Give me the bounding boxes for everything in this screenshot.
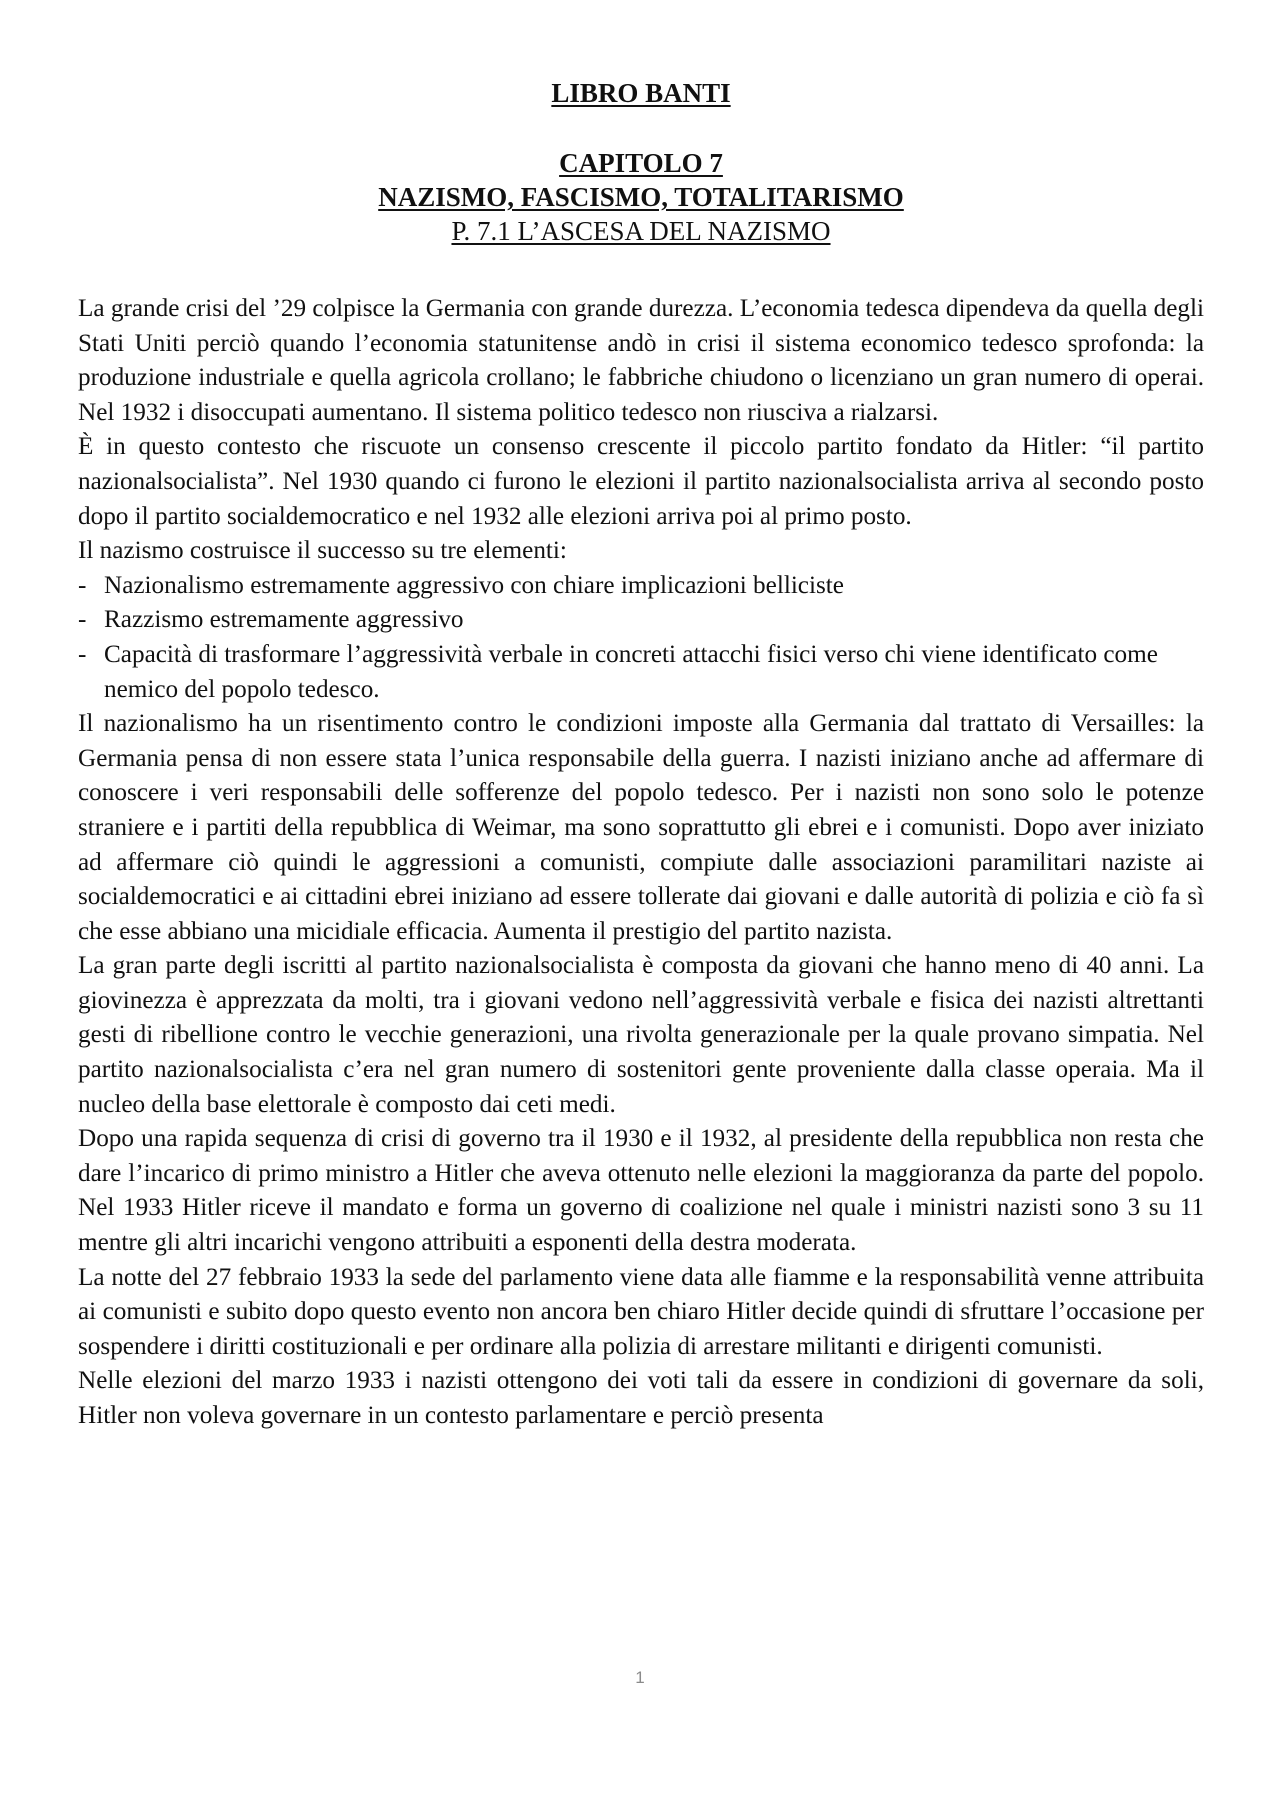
- paragraph: La grande crisi del ’29 colpisce la Germania con grande durezza. L’economia tedesca dipendeva da quella degli Stati Uniti perciò quando l’economia statunitense andò in crisi il sistema economico tedesco sprofonda: la produzione industriale e quella agricola crollano; le fabbriche chiudono o licenziano un gran numero di operai. Nel 1932 i disoccupati aumentano. Il sistema politico tedesco non riusciva a rialzarsi.: [78, 295, 1204, 426]
- page-number: 1: [635, 1668, 645, 1687]
- paragraph: Il nazismo costruisce il successo su tre elementi:: [78, 537, 567, 565]
- paragraph: La gran parte degli iscritti al partito nazionalsocialista è composta da giovani che hanno meno di 40 anni. La giovinezza è apprezzata da molti, tra i giovani vedono nell’aggressività verbale e fisica dei nazisti altrettanti gesti di ribellione contro le vecchie generazioni, una rivolta generazionale per la quale provano simpatia. Nel partito nazionalsocialista c’era nel gran numero di sostenitori gente proveniente dalla classe operaia. Ma il nucleo della base elettorale è composto dai ceti medi.: [78, 952, 1204, 1118]
- body-text: [78, 292, 1204, 1434]
- chapter-title: NAZISMO, FASCISMO, TOTALITARISMO: [378, 182, 904, 212]
- heading-spacer: [78, 110, 1204, 146]
- paragraph: La notte del 27 febbraio 1933 la sede del parlamento viene data alle fiamme e la responsabilità venne attribuita ai comunisti e subito dopo questo evento non ancora ben chiaro Hitler decide quindi di sfruttare l’occasione per sospendere i diritti costituzionali e per ordinare alla polizia di arrestare militanti e dirigenti comunisti.: [78, 1263, 1204, 1360]
- paragraph: Dopo una rapida sequenza di crisi di governo tra il 1930 e il 1932, al presidente della repubblica non resta che dare l’incarico di primo ministro a Hitler che aveva ottenuto nelle elezioni la maggioranza da parte del popolo. Nel 1933 Hitler riceve il mandato e forma un governo di coalizione nel quale i ministri nazisti sono 3 su 11 mentre gli altri incarichi vengono attribuiti a esponenti della destra moderata.: [78, 1125, 1204, 1257]
- paragraph: Il nazionalismo ha un risentimento contro le condizioni imposte alla Germania dal trattato di Versailles: la Germania pensa di non essere stata l’unica responsabile della guerra. I nazisti iniziano anche ad affermare di conoscere i veri responsabili delle sofferenze del popolo tedesco. Per i nazisti non sono solo le potenze straniere e i partiti della repubblica di Weimar, ma sono soprattutto gli ebrei e i comunisti. Dopo aver iniziato ad affermare ciò quindi le aggressioni a comunisti, compiute dalle associazioni paramilitari naziste ai socialdemocratici e ai cittadini ebrei iniziano ad essere tollerate dai giovani e dalle autorità di polizia e ciò fa sì che esse abbiano una micidiale efficacia. Aumenta il prestigio del partito nazista.: [78, 710, 1204, 945]
- bullet-item: - Nazionalismo estremamente aggressivo con chiare implicazioni belliciste: [78, 569, 1204, 604]
- book-title: LIBRO BANTI: [551, 78, 731, 108]
- section-title: P. 7.1 L’ASCESA DEL NAZISMO: [451, 216, 831, 246]
- bullet-item: - Razzismo estremamente aggressivo: [78, 603, 1204, 638]
- heading-block: [78, 76, 1204, 248]
- paragraph: È in questo contesto che riscuote un consenso crescente il piccolo partito fondato da Hitler: “il partito nazionalsocialista”. Nel 1930 quando ci furono le elezioni il partito nazionalsocialista arriva al secondo posto dopo il partito socialdemocratico e nel 1932 alle elezioni arriva poi al primo posto.: [78, 433, 1204, 530]
- bullet-list: [78, 569, 1204, 707]
- paragraph: Nelle elezioni del marzo 1933 i nazisti ottengono dei voti tali da essere in condizioni di governare da soli, Hitler non voleva governare in un contesto parlamentare e perciò presenta: [78, 1367, 1204, 1429]
- chapter-number: CAPITOLO 7: [559, 148, 723, 178]
- bullet-item: - Capacità di trasformare l’aggressività verbale in concreti attacchi fisici verso chi viene identificato come nemico del popolo tedesco.: [78, 638, 1204, 707]
